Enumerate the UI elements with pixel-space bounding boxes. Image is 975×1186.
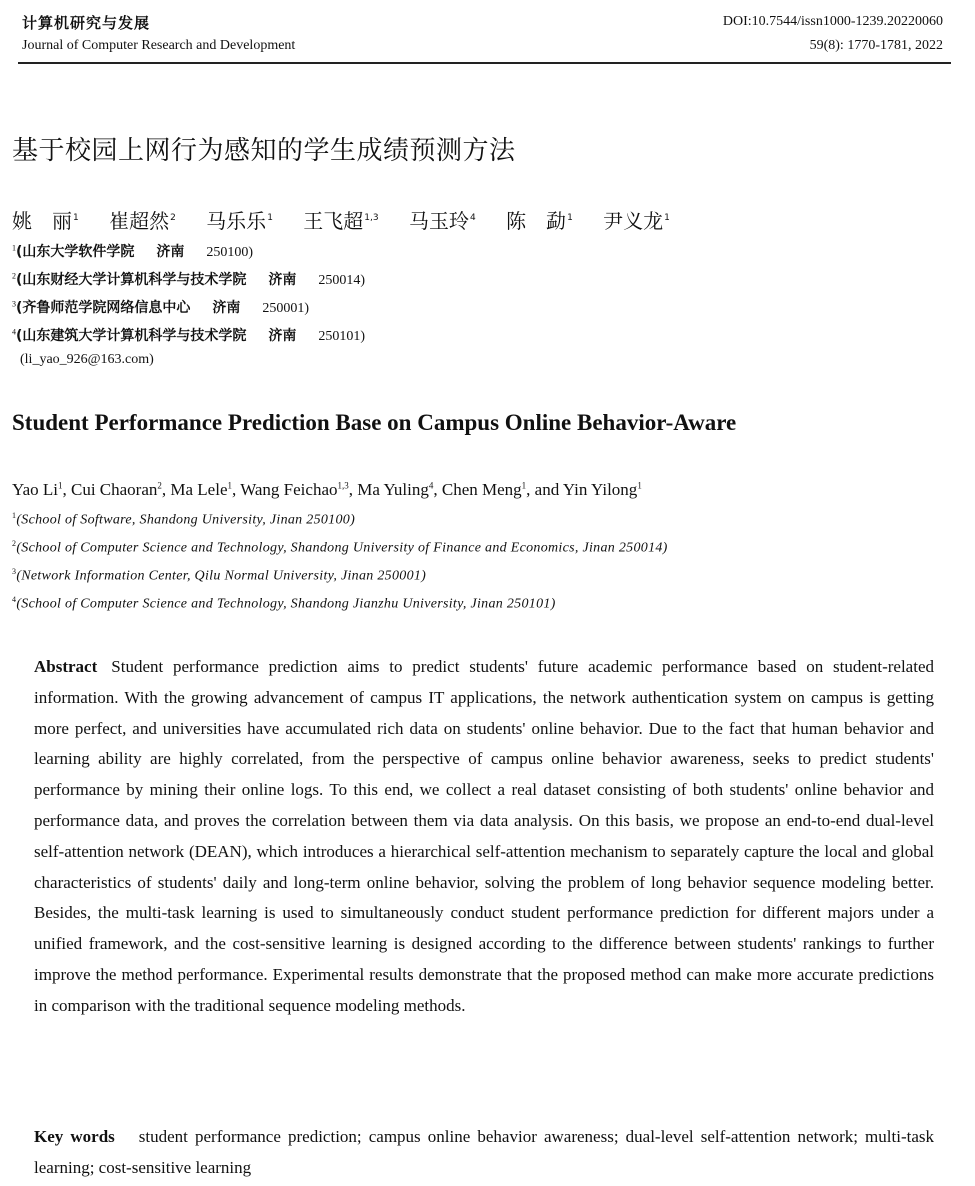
author-email[interactable]: (li_yao_926@163.com) [20, 352, 154, 367]
author-cn: 尹义龙$^1$ [603, 209, 670, 233]
affiliation-en: $^2$(School of Computer Science and Technology, Shandong University of Finance and Economics, Jinan 250014) [12, 539, 668, 556]
author-en: Ma Lele$^1$, [170, 480, 241, 499]
abstract-label: Abstract [34, 657, 98, 676]
author-list-en [12, 480, 642, 500]
keywords-label: Key words [34, 1127, 115, 1146]
journal-name-cn: 计算机研究与发展 [22, 14, 151, 32]
abstract-text: Student performance prediction aims to predict students' future academic performance based on student-related information. With the growing advancement of campus IT applications, the network authentication system on campus is getting more perfect, and universities have accumulated rich data on students' online behavior. Due to the fact that human behavior and learning ability are highly correlated, from the perspective of campus online behavior awareness, seeks to predict students' performance by mining their online logs. To this end, we collect a real dataset consisting of both students' online behavior and performance data, and proves the correlation between them via data analysis. On this basis, we propose an end-to-end dual-level self-attention network (DEAN), which introduces a hierarchical self-attention mechanism to separately capture the local and global characteristics of students' daily and long-term online behavior, solving the problem of long behavior sequence modeling better. Besides, the multi-task learning is used to simultaneously conduct student performance prediction for different majors under a unified framework, and the cost-sensitive learning is designed according to the difference between students' rankings to further improve the method performance. Experimental results demonstrate that the proposed method can make more accurate predictions in comparison with the traditional sequence modeling methods. [34, 657, 934, 1015]
author-cn: 王飞超$^{1,3}$ [303, 209, 379, 233]
author-cn: 马乐乐$^1$ [206, 209, 273, 233]
author-cn: 姚 丽$^1$ [12, 209, 79, 233]
affiliation-cn: $^4$(山东建筑大学计算机科学与技术学院 济南 250101) [12, 327, 366, 344]
doi[interactable]: DOI:10.7544/issn1000-1239.20220060 [722, 14, 943, 29]
author-en: Ma Yuling$^4$, [357, 480, 442, 499]
author-en: Wang Feichao$^{1,3}$, [240, 480, 358, 499]
affiliation-cn: $^3$(齐鲁师范学院网络信息中心 济南 250001) [12, 299, 310, 316]
author-en: Yao Li$^1$, [12, 480, 71, 499]
author-en: Cui Chaoran$^2$, [70, 480, 171, 499]
author-cn: 崔超然$^2$ [109, 209, 176, 233]
abstract [34, 652, 934, 1022]
paper-title-cn: 基于校园上网行为感知的学生成绩预测方法 [12, 136, 516, 166]
keywords-text: student performance prediction; campus online behavior awareness; dual-level self-attention network; multi-task learning; cost-sensitive learning [34, 1127, 934, 1177]
affiliation-cn: $^1$(山东大学软件学院 济南 250100) [12, 243, 254, 260]
header-rule [18, 62, 951, 64]
affiliation-en: $^4$(School of Computer Science and Technology, Shandong Jianzhu University, Jinan 250101) [12, 595, 556, 612]
author-list-cn [12, 205, 694, 234]
author-en: Yin Yilong$^1$ [562, 480, 642, 499]
keywords [34, 1122, 934, 1183]
volume-info: 59(8): 1770-1781, 2022 [809, 38, 943, 53]
journal-header [22, 10, 943, 64]
author-cn: 马玉玲$^4$ [408, 209, 476, 233]
paper-title-en: Student Performance Prediction Base on Campus Online Behavior-Aware [12, 410, 737, 435]
affiliation-cn: $^2$(山东财经大学计算机科学与技术学院 济南 250014) [12, 271, 366, 288]
affiliation-en: $^1$(School of Software, Shandong University, Jinan 250100) [12, 511, 356, 528]
author-en: Chen Meng$^1$, and [441, 480, 563, 499]
author-cn: 陈 勐$^1$ [506, 209, 573, 233]
affiliation-en: $^3$(Network Information Center, Qilu Normal University, Jinan 250001) [12, 567, 427, 584]
journal-name-en: Journal of Computer Research and Development [22, 38, 296, 53]
